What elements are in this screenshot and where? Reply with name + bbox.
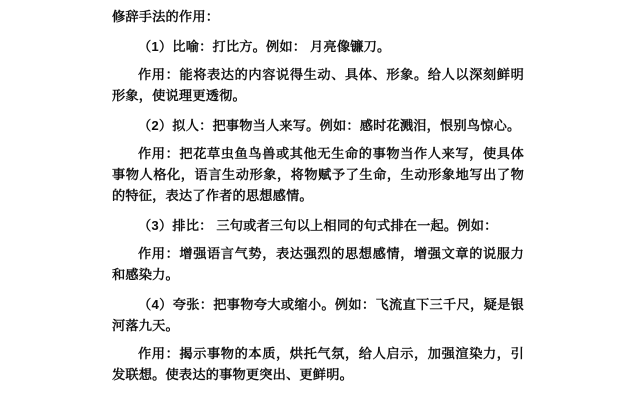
document-title: 修辞手法的作用： (112, 9, 220, 24)
paragraph-rhetoric-metaphor: （1）比喻：打比方。例如： 月亮像镰刀。 (138, 39, 391, 54)
document-body (112, 6, 524, 394)
paragraph-hyperbole-effect: 作用：揭示事物的本质，烘托气氛，给人启示，加强渲染力，引发联想。使表达的事物更突出、更鲜明。 (112, 346, 524, 382)
paragraph-metaphor-effect: 作用：能将表达的内容说得生动、具体、形象。给人以深刻鲜明形象，使说理更透彻。 (112, 67, 524, 103)
paragraph-rhetoric-parallelism: （3）排比： 三句或者三句以上相同的句式排在一起。例如： (138, 218, 498, 233)
paragraph-personification-effect: 作用：把花草虫鱼鸟兽或其他无生命的事物当作人来写，使具体事物人格化，语言生动形象，将物赋予了生命，生动形象地写出了物的特征，表达了作者的思想感情。 (112, 146, 524, 203)
paragraph-rhetoric-personification: （2）拟人：把事物当人来写。例如：感时花溅泪，恨别鸟惊心。 (138, 118, 521, 133)
paragraph-rhetoric-hyperbole: （4）夸张：把事物夸大或缩小。例如：飞流直下三千尺，疑是银河落九天。 (112, 297, 524, 333)
paragraph-parallelism-effect: 作用：增强语言气势，表达强烈的思想感情，增强文章的说服力和感染力。 (112, 246, 524, 282)
